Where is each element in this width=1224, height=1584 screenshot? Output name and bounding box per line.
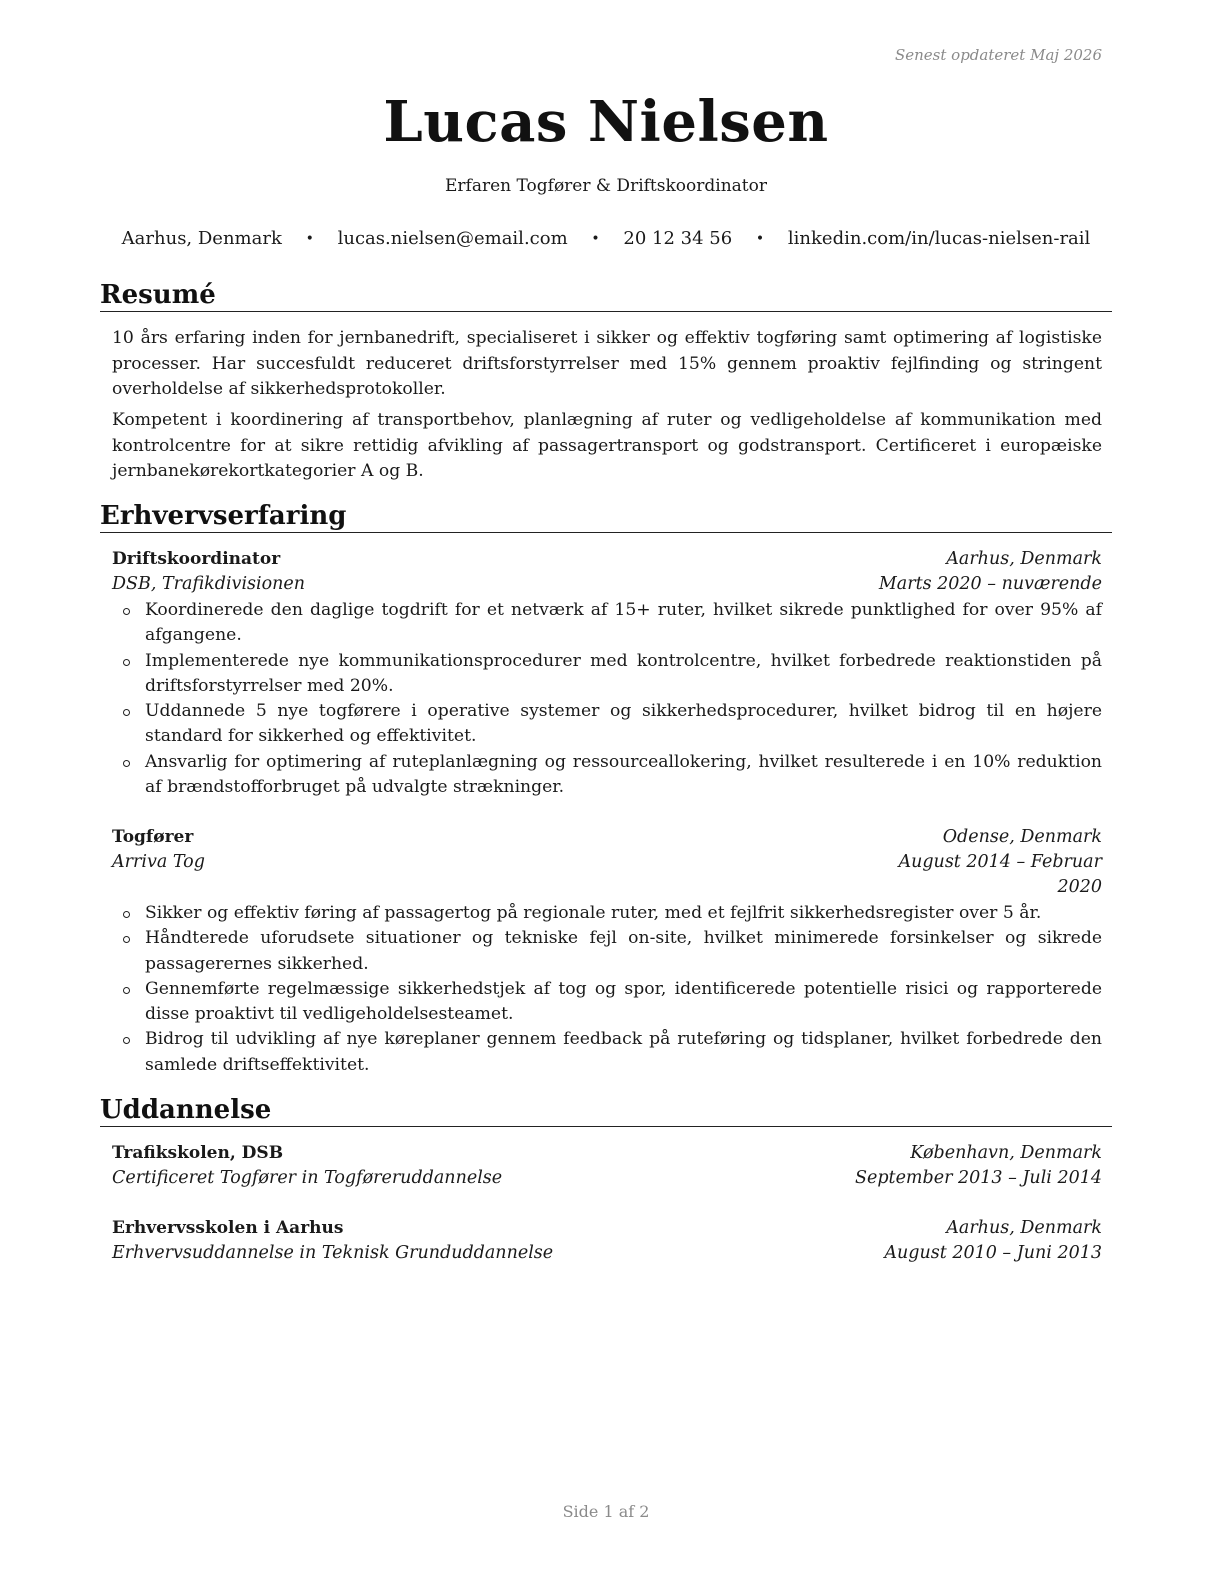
job-company: DSB, Trafikdivisionen — [112, 574, 306, 594]
list-item — [112, 750, 1102, 801]
bullet-separator: • — [305, 231, 314, 247]
circle-bullet-icon — [123, 936, 130, 943]
list-item — [112, 598, 1102, 649]
education-dates: September 2013 – Juli 2014 — [854, 1168, 1102, 1188]
resume-page — [100, 0, 1112, 1584]
contact-email[interactable]: lucas.nielsen@email.com — [337, 228, 568, 249]
circle-bullet-icon — [123, 760, 130, 767]
bullet-text: Håndterede uforudsete situationer og tekniske fejl on-site, hvilket minimerede forsinkelser og sikrede passagerernes sikkerhed. — [145, 928, 1102, 974]
bullet-text: Sikker og effektiv føring af passagertog på regionale ruter, med et fejlfrit sikkerhedsregister over 5 år. — [145, 903, 1042, 923]
contact-line — [100, 228, 1112, 249]
job-role: Togfører — [112, 827, 194, 847]
education-location: Aarhus, Denmark — [946, 1218, 1102, 1238]
circle-bullet-icon — [123, 911, 130, 918]
contact-linkedin[interactable]: linkedin.com/in/lucas-nielsen-rail — [787, 228, 1091, 249]
circle-bullet-icon — [123, 1037, 130, 1044]
education-subheader — [112, 1166, 1102, 1191]
education-dates: August 2010 – Juni 2013 — [884, 1243, 1102, 1263]
circle-bullet-icon — [123, 659, 130, 666]
bullet-separator: • — [591, 231, 600, 247]
candidate-subtitle: Erfaren Togfører & Driftskoordinator — [445, 176, 767, 196]
list-item — [112, 926, 1102, 977]
job-location: Odense, Denmark — [942, 827, 1102, 847]
summary-paragraph: 10 års erfaring inden for jernbanedrift, specialiseret i sikker og effektiv togføring samt optimering af logistiske processer. Har succesfuldt reduceret driftsforstyrrelser med 15% gennem proaktiv fejlfinding og stringent overholdelse af sikkerhedsprotokoller. — [112, 328, 1102, 399]
section-title-experience: Erhvervserfaring — [100, 501, 1112, 533]
bullet-text: Implementerede nye kommunikationsprocedurer med kontrolcentre, hvilket forbedrede reaktionstiden på driftsforstyrrelser med 20%. — [145, 650, 1102, 696]
education-subheader — [112, 1241, 1102, 1266]
education-location: København, Denmark — [910, 1143, 1102, 1163]
summary-paragraph: Kompetent i koordinering af transportbehov, planlægning af ruter og vedligeholdelse af kommunikation med kontrolcentre for at sikre rettidig afvikling af passagertransport og godstransport. Certificeret i europæiske jernbanekørekortkategorier A og B. — [112, 410, 1102, 481]
job-bullets — [112, 598, 1102, 800]
circle-bullet-icon — [123, 987, 130, 994]
job-dates-continued — [112, 875, 1102, 900]
page-number: Side 1 af 2 — [562, 1502, 650, 1521]
education-degree: Erhvervsuddannelse in Teknisk Grunduddannelse — [112, 1243, 554, 1263]
list-item — [112, 901, 1102, 926]
section-title-education: Uddannelse — [100, 1095, 1112, 1127]
job-dates-end-year: 2020 — [1057, 877, 1102, 897]
candidate-name: Lucas Nielsen — [383, 89, 829, 155]
bullet-text: Gennemførte regelmæssige sikkerhedstjek af tog og spor, identificerede potentielle risici og rapporterede disse proaktivt til vedligeholdelsesteamet. — [145, 978, 1102, 1025]
contact-location: Aarhus, Denmark — [121, 228, 282, 249]
bullet-separator: • — [755, 231, 765, 247]
job-location: Aarhus, Denmark — [946, 549, 1102, 569]
job-subheader — [112, 572, 1102, 597]
last-updated: Senest opdateret Maj 2026 — [894, 46, 1102, 64]
list-item — [112, 1027, 1102, 1078]
job-header — [112, 547, 1102, 572]
job-subheader — [112, 850, 1102, 875]
education-school: Erhvervsskolen i Aarhus — [112, 1218, 344, 1238]
job-header — [112, 825, 1102, 850]
education-school: Trafikskolen, DSB — [112, 1143, 284, 1163]
bullet-text: Bidrog til udvikling af nye køreplaner gennem feedback på ruteføring og tidsplaner, hvilket forbedrede den samlede driftseffektivitet. — [145, 1029, 1102, 1075]
bullet-text: Uddannede 5 nye togførere i operative systemer og sikkerhedsprocedurer, hvilket bidrog til en højere standard for sikkerhed og effektivitet. — [145, 701, 1102, 747]
job-role: Driftskoordinator — [112, 549, 281, 569]
job-bullets — [112, 901, 1102, 1078]
education-header — [112, 1216, 1102, 1241]
circle-bullet-icon — [123, 608, 130, 615]
education-degree: Certificeret Togfører in Togføreruddannelse — [112, 1168, 503, 1188]
list-item — [112, 699, 1102, 750]
list-item — [112, 649, 1102, 700]
job-dates: Marts 2020 – nuværende — [878, 574, 1102, 594]
job-dates: August 2014 – Februar — [898, 852, 1102, 872]
bullet-text: Ansvarlig for optimering af ruteplanlægning og ressourceallokering, hvilket resulterede i en 10% reduktion af brændstofforbruget på udvalgte strækninger. — [145, 751, 1102, 798]
bullet-text: Koordinerede den daglige togdrift for et netværk af 15+ ruter, hvilket sikrede punktlighed for over 95% af afgangene. — [145, 600, 1102, 646]
job-company: Arriva Tog — [112, 852, 205, 872]
circle-bullet-icon — [123, 709, 130, 716]
education-header — [112, 1141, 1102, 1166]
contact-phone[interactable]: 20 12 34 56 — [623, 228, 733, 249]
list-item — [112, 977, 1102, 1028]
section-title-summary: Resumé — [100, 280, 1112, 312]
